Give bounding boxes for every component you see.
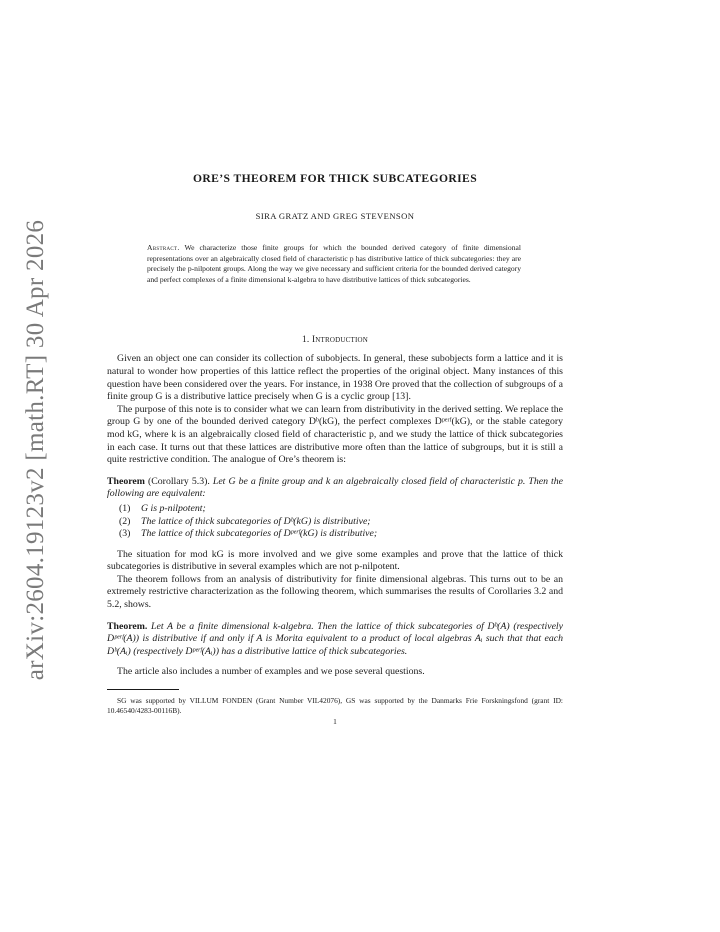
theorem-morita bbox=[107, 621, 563, 659]
paragraph-intro-3: The situation for mod kG is more involved and we give some examples and prove that the lattice of thick subcategories is distributive in several examples which are not p-nilpotent. bbox=[107, 548, 563, 573]
section-title: Introduction bbox=[311, 335, 369, 346]
paper-title: ORE’S THEOREM FOR THICK SUBCATEGORIES bbox=[192, 172, 478, 185]
theorem-morita-head: Theorem. bbox=[107, 620, 148, 632]
theorem-item: (2) The lattice of thick subcategories of Dᵇ(kG) is distributive; bbox=[119, 515, 371, 527]
paragraph-intro-4: The theorem follows from an analysis of distributivity for finite dimensional algebras. This turns out to be an extremely restrictive characterization as the following theorem, which summarises the results of Corollaries 3.2 and 5.2, shows. bbox=[107, 573, 563, 611]
paragraph-intro-5: The article also includes a number of examples and we pose several questions. bbox=[117, 666, 425, 678]
arxiv-stamp bbox=[14, 219, 58, 681]
theorem-ore-items bbox=[107, 503, 563, 541]
theorem-ore-head: Theorem bbox=[107, 475, 145, 487]
footnote: SG was supported by VILLUM FONDEN (Grant Number VIL42076), GS was supported by the Danmarks Frie Forskningsfond (grant ID: 10.46540/4283-00116B). bbox=[107, 696, 563, 715]
arxiv-stamp-text: arXiv:2604.19123v2 [math.RT] 30 Apr 2026 bbox=[22, 219, 50, 681]
abstract bbox=[147, 243, 521, 285]
theorem-ore-ref: (Corollary 5.3). bbox=[147, 475, 210, 487]
theorem-item: (1) G is p-nilpotent; bbox=[119, 502, 206, 514]
theorem-ore bbox=[107, 476, 563, 501]
abstract-text: We characterize those finite groups for which the bounded derived category of finite dimensional representations over an algebraically closed field of characteristic p has distributive lattice of thick subcategories: they are precisely the p-nilpotent groups. Along the way we give necessary and sufficient criteria for the bounded derived category and perfect complexes of a finite dimensional k-algebra to have distributive lattices of thick subcategories. bbox=[147, 243, 521, 284]
abstract-label: Abstract. bbox=[147, 243, 180, 252]
theorem-ore-statement: Let G be a finite group and k an algebraically closed field of characteristic p. Then the following are equivalent: bbox=[107, 475, 564, 500]
paper-authors: SIRA GRATZ AND GREG STEVENSON bbox=[255, 211, 415, 221]
theorem-item: (3) The lattice of thick subcategories of Dᵖᵉʳᶠ(kG) is distributive; bbox=[119, 528, 378, 540]
page-number: 1 bbox=[333, 717, 337, 727]
section-heading bbox=[107, 335, 563, 345]
paper-page bbox=[107, 172, 563, 726]
theorem-morita-statement: Let A be a finite dimensional k-algebra. Then the lattice of thick subcategories of Dᵇ(A) (respectively Dᵖᵉʳᶠ(A)) is distributive if and only if A is Morita equivalent to a product of local algebras Aᵢ such that that each Dᵇ(Aᵢ) (respectively Dᵖᵉʳᶠ(Aᵢ)) has a distributive lattice of thick subcategories. bbox=[107, 620, 563, 657]
paragraph-intro-2: The purpose of this note is to consider what we can learn from distributivity in the derived setting. We replace the group G by one of the bounded derived category Dᵇ(kG), the perfect complexes Dᵖᵉʳᶠ(kG), or the stable category mod kG, where k is an algebraically closed field of characteristic p, and we study the lattice of thick subcategories in each case. It turns out that these lattices are distributive more often than the lattice of subgroups, but it is still a quite restrictive condition. The analogue of Ore’s theorem is: bbox=[107, 403, 563, 466]
paragraph-intro-1: Given an object one can consider its collection of subobjects. In general, these subobjects form a lattice and it is natural to wonder how properties of this lattice reflect the properties of the original object. Many instances of this question have been considered over the years. For instance, in 1938 Ore proved that the collection of subgroups of a finite group G is a distributive lattice precisely when G is a cyclic group [13]. bbox=[107, 353, 563, 403]
footnote-rule bbox=[107, 689, 179, 690]
section-number: 1. bbox=[301, 335, 310, 346]
